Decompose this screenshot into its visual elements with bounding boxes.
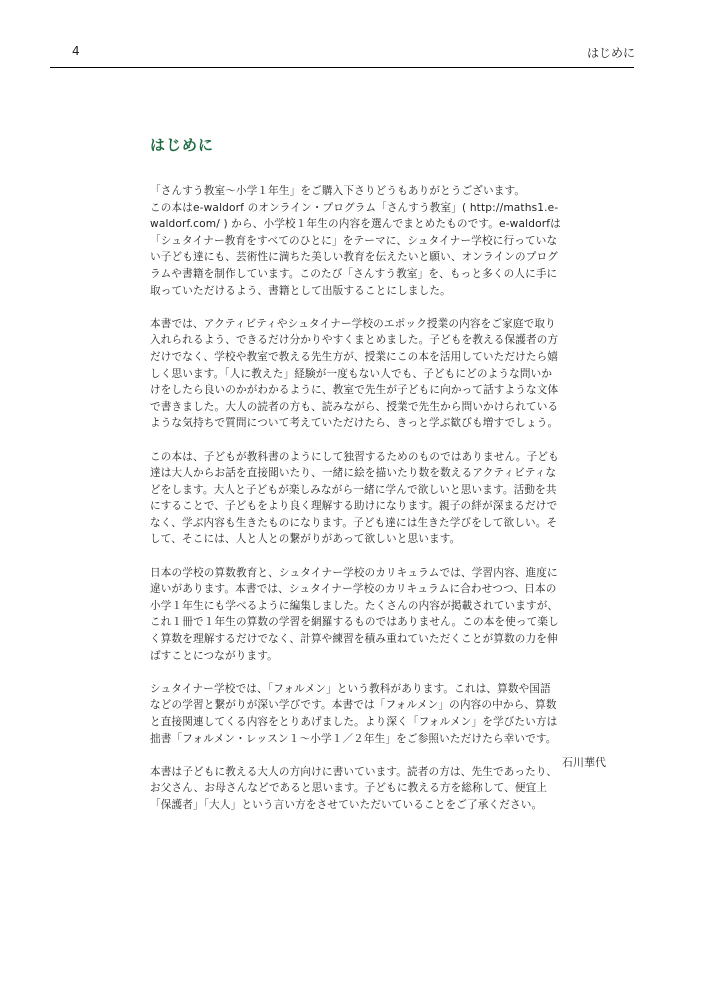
paragraph-line: 本書は子どもに教える大人の方向けに書いています。読者の方は、先生であったり、 bbox=[150, 765, 558, 778]
paragraph-5 bbox=[150, 681, 606, 747]
paragraph-line: ような気持ちで質問について考えていただけたら、きっと学ぶ歓びも増すでしょう。 bbox=[150, 417, 559, 430]
paragraph-line: この本はe-waldorf のオンライン・プログラム「さんすう教室」( http://maths1.e- bbox=[150, 201, 559, 214]
paragraph-line: い子ども達にも、芸術性に満ちた美しい教育を伝えたいと願い、オンラインのプログ bbox=[150, 251, 558, 264]
author-signature: 石川華代 bbox=[562, 756, 606, 769]
paragraph-line: しく思います。「人に教えた」経験が一度もない人でも、子どもにどのような問いか bbox=[150, 367, 553, 380]
paragraph-line: ばすことにつながります。 bbox=[150, 649, 278, 662]
paragraph-line: どをします。大人と子どもが楽しみながら一緒に学んで欲しいと思います。活動を共 bbox=[150, 483, 557, 496]
paragraph-line: 本書では、アクティビティやシュタイナー学校のエポック授業の内容をご家庭で取り bbox=[150, 317, 556, 330]
paragraph-line: で書きました。大人の読者の方も、読みながら、授業で先生から問いかけられている bbox=[150, 400, 559, 413]
paragraph-line: これ１冊で１年生の算数の学習を網羅するものではありません。この本を使って楽し bbox=[150, 616, 559, 629]
paragraph-line: などの学習と繋がりが深い学びです。本書では「フォルメン」の内容の中から、算数 bbox=[150, 699, 557, 712]
header-rule bbox=[50, 67, 634, 68]
paragraph-line: ラムや書籍を制作しています。このたび「さんすう教室」を、もっと多くの人に手に bbox=[150, 267, 558, 280]
paragraph-line: 入れられるよう、できるだけ分かりやすくまとめました。子どもを教える保護者の方 bbox=[150, 334, 559, 347]
paragraph-6 bbox=[150, 764, 606, 814]
paragraph-line: けをしたら良いのかがわかるように、教室で先生が子どもに向かって話すような文体 bbox=[150, 384, 559, 397]
paragraph-line: 達は大人からお話を直接聞いたり、一緒に絵を描いたり数を数えるアクティビティな bbox=[150, 467, 557, 480]
page-header bbox=[0, 0, 707, 70]
paragraph-line: 拙書「フォルメン・レッスン１〜小学１／２年生」をご参照いただけたら幸いです。 bbox=[150, 732, 557, 745]
paragraph-line: だけでなく、学校や教室で教える先生方が、授業にこの本を活用していただけたら嬉 bbox=[150, 350, 559, 363]
paragraph-1 bbox=[150, 183, 606, 299]
paragraph-line: 「保護者」「大人」という言い方をさせていただいていることをご了承ください。 bbox=[150, 798, 543, 811]
paragraph-line: この本は、子どもが教科書のようにして独習するためのものではありません。子ども bbox=[150, 450, 559, 463]
paragraph-line: 「さんすう教室〜小学１年生」をご購入下さりどうもありがとうございます。 bbox=[150, 185, 526, 197]
paragraph-line: 日本の学校の算数教育と、シュタイナー学校のカリキュラムでは、学習内容、進度に bbox=[150, 566, 558, 579]
running-head: はじめに bbox=[586, 46, 635, 60]
paragraph-line: して、そこには、人と人との繋がりがあって欲しいと思います。 bbox=[150, 533, 461, 546]
chapter-title: はじめに bbox=[150, 136, 215, 154]
paragraph-line: 小学１年生にも学べるように編集しました。たくさんの内容が掲載されていますが、 bbox=[150, 599, 559, 612]
paragraph-3 bbox=[150, 449, 606, 549]
paragraph-line: お父さん、お母さんなどであると思います。子どもに教える方を総称して、便宜上 bbox=[150, 782, 548, 795]
paragraph-2 bbox=[150, 316, 606, 432]
paragraph-4 bbox=[150, 565, 606, 665]
paragraph-line: シュタイナー学校では、「フォルメン」という教科があります。これは、算数や国語 bbox=[150, 682, 551, 695]
paragraph-line: 取っていただけるよう、書籍として出版することにしました。 bbox=[150, 284, 451, 297]
paragraph-line: く算数を理解するだけでなく、計算や練習を積み重ねていただくことが算数の力を伸 bbox=[150, 633, 558, 646]
page-number: 4 bbox=[72, 44, 80, 58]
paragraph-line: と直接関連してくる内容をとりあげました。より深く「フォルメン」を学びたい方は bbox=[150, 716, 558, 728]
paragraph-line: 「シュタイナー教育をすべてのひとに」をテーマに、シュタイナー学校に行っていな bbox=[150, 234, 558, 247]
paragraph-line: なく、学ぶ内容も生きたものになります。子ども達には生きた学びをして欲しい。そ bbox=[150, 516, 558, 529]
paragraph-line: waldorf.com/ ) から、小学校１年生の内容を選んでまとめたものです。e-waldorfは bbox=[150, 218, 561, 231]
paragraph-line: にすることで、子どもをより良く理解する助けになります。親子の絆が深まるだけで bbox=[150, 500, 558, 513]
main-content bbox=[150, 134, 606, 830]
paragraph-line: 違いがあります。本書では、シュタイナー学校のカリキュラムに合わせつつ、日本の bbox=[150, 583, 557, 596]
